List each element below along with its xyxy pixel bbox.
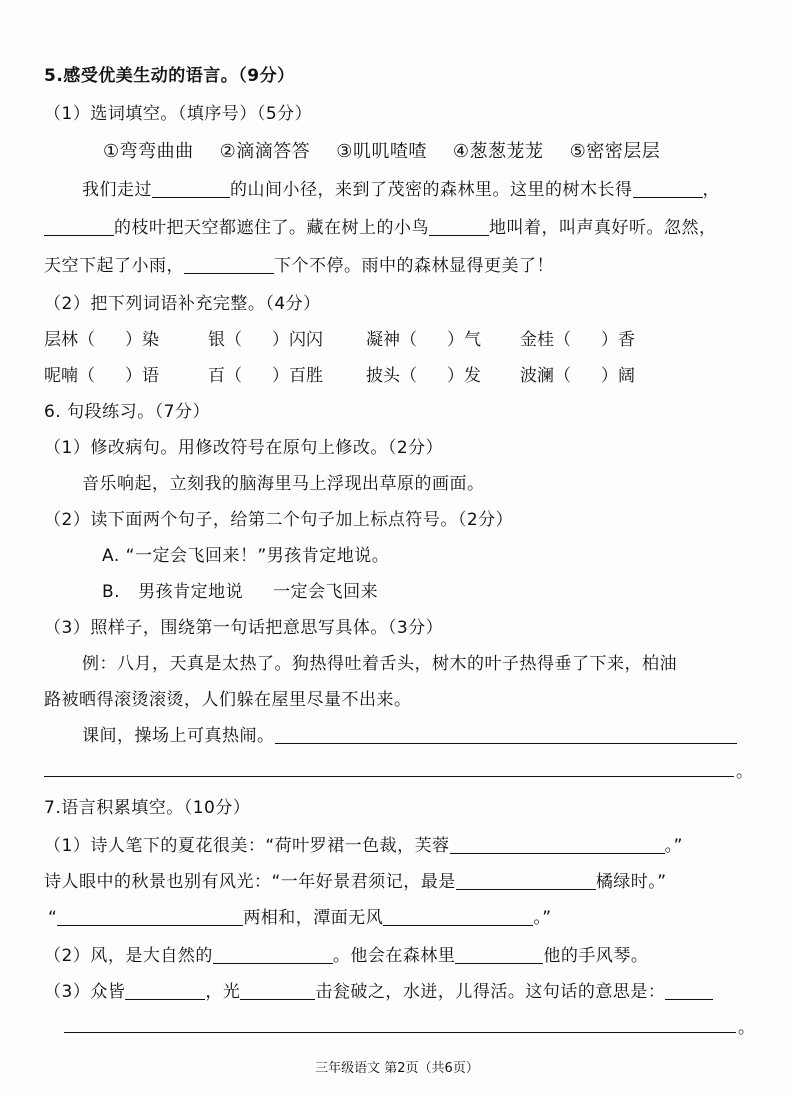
- idiom-prefix: 百（: [208, 366, 242, 386]
- q7-period: 。: [738, 1018, 756, 1038]
- text: 两相和，潭面无风: [243, 908, 384, 928]
- text: 课间，操场上可真热闹。: [82, 726, 275, 746]
- idiom-1: [44, 328, 159, 352]
- text: 。”: [533, 908, 552, 928]
- idiom-prefix: 银（: [208, 330, 242, 350]
- blank-5[interactable]: [184, 255, 274, 274]
- q7-title: 7.语言积累填空。（10分）: [44, 798, 251, 818]
- q6-part2-title: （2）读下面两个句子，给第二个句子加上标点符号。（2分）: [44, 510, 514, 530]
- answer-line-1[interactable]: [275, 725, 737, 744]
- text: “: [48, 908, 58, 928]
- idiom-suffix: ）阔: [601, 366, 635, 386]
- idiom-prefix: 波澜（: [520, 366, 571, 386]
- q7-line-1: [44, 834, 683, 858]
- q6-title: 6. 句段练习。（7分）: [44, 402, 210, 422]
- idiom-prefix: 凝神（: [366, 330, 417, 350]
- idiom-suffix: ）发: [447, 366, 481, 386]
- idiom-suffix: ）气: [447, 330, 481, 350]
- poem-blank-4[interactable]: [383, 907, 533, 926]
- answer-line-2[interactable]: [44, 776, 734, 777]
- q5-title: 5.感受优美生动的语言。（9分）: [44, 66, 295, 86]
- text: 天空下起了小雨，: [44, 256, 184, 276]
- poem-blank-3[interactable]: [57, 907, 243, 926]
- q6-part3-title: （3）照样子，围绕第一句话把意思写具体。（3分）: [44, 618, 444, 638]
- text: ，光: [205, 982, 241, 1002]
- idiom-suffix: ）语: [125, 366, 159, 386]
- poem-blank-1[interactable]: [450, 835, 665, 854]
- idiom-suffix: ）百胜: [272, 366, 323, 386]
- text: 的枝叶把天空都遮住了。藏在树上的小鸟: [114, 218, 429, 238]
- idiom-2: [208, 328, 323, 352]
- q6-example-line-1: 例：八月，天真是太热了。狗热得吐着舌头，树木的叶子热得垂了下来，柏油: [82, 654, 677, 674]
- text: 男孩肯定地说: [138, 582, 244, 602]
- q6-part1-title: （1）修改病句。用修改符号在原句上修改。（2分）: [44, 438, 444, 458]
- blank-story-2[interactable]: [240, 981, 315, 1000]
- option-1: ①弯弯曲曲: [103, 141, 194, 162]
- idiom-7: [366, 364, 481, 388]
- text: （1）诗人笔下的夏花很美：“荷叶罗裙一色裁，芙蓉: [44, 836, 450, 856]
- blank-meaning-1[interactable]: [665, 981, 713, 1000]
- q6-sentence-b: [102, 580, 378, 604]
- text: 。”: [664, 836, 683, 856]
- blank-wind-1[interactable]: [213, 945, 333, 964]
- idiom-prefix: 层林（: [44, 330, 95, 350]
- option-5: ⑤密密层层: [569, 141, 661, 162]
- idiom-8: [520, 364, 635, 388]
- idiom-6: [208, 364, 323, 388]
- idiom-prefix: 披头（: [366, 366, 417, 386]
- q5-paragraph-line-2: [44, 216, 717, 240]
- answer-line-meaning[interactable]: [64, 1032, 736, 1033]
- q5-paragraph-line-3: [44, 254, 554, 278]
- text: 的山间小径，来到了茂密的森林里。这里的树木长得: [230, 180, 633, 200]
- q6-example-line-2: 路被晒得滚烫滚烫，人们躲在屋里尽量不出来。: [44, 690, 412, 710]
- q5-paragraph-line-1: [82, 178, 720, 202]
- text: （3）众皆: [44, 982, 126, 1002]
- q5-part1-title: （1）选词填空。（填序号）（5分）: [44, 104, 313, 124]
- text: 地叫着，叫声真好听。忽然，: [489, 218, 717, 238]
- idiom-suffix: ）闪闪: [272, 330, 323, 350]
- page-footer: 三年级语文 第2页（共6页）: [315, 1061, 479, 1076]
- text: 下个不停。雨中的森林显得更美了！: [274, 256, 554, 276]
- option-2: ②滴滴答答: [219, 141, 311, 162]
- idiom-3: [366, 328, 481, 352]
- blank-wind-2[interactable]: [455, 945, 543, 964]
- blank-2[interactable]: [633, 179, 703, 198]
- q6-period: 。: [736, 762, 754, 782]
- option-3: ③叽叽喳喳: [336, 141, 427, 162]
- text: 诗人眼中的秋景也别有风光：“一年好景君须记，最是: [44, 872, 456, 892]
- idiom-4: [520, 328, 635, 352]
- text: ，: [702, 180, 720, 200]
- q7-line-5: [44, 980, 713, 1004]
- q7-line-4: [44, 944, 648, 968]
- idiom-prefix: 金桂（: [520, 330, 571, 350]
- text: （2）风，是大自然的: [44, 946, 213, 966]
- word-options: [103, 140, 686, 164]
- blank-story-1[interactable]: [125, 981, 205, 1000]
- text: 击瓮破之，水迸，儿得活。这句话的意思是：: [315, 982, 666, 1002]
- q6-sick-sentence: 音乐响起，立刻我的脑海里马上浮现出草原的画面。: [82, 474, 485, 494]
- idiom-suffix: ）香: [601, 330, 635, 350]
- poem-blank-2[interactable]: [456, 871, 596, 890]
- text: 他的手风琴。: [543, 946, 649, 966]
- option-4: ④葱葱茏茏: [452, 141, 544, 162]
- q6-prompt: [82, 724, 737, 748]
- label: B.: [102, 582, 121, 602]
- blank-3[interactable]: [44, 217, 114, 236]
- idiom-prefix: 呢喃（: [44, 366, 95, 386]
- idiom-suffix: ）染: [125, 330, 159, 350]
- q7-line-2: [44, 870, 667, 894]
- q7-line-3: [48, 906, 552, 930]
- blank-4[interactable]: [429, 217, 489, 236]
- text: 一定会飞回来: [273, 582, 379, 602]
- text: 橘绿时。”: [595, 872, 667, 892]
- text: 我们走过: [82, 180, 152, 200]
- idiom-5: [44, 364, 159, 388]
- q6-sentence-a: A. “一定会飞回来！”男孩肯定地说。: [102, 546, 390, 566]
- text: 。他会在森林里: [332, 946, 456, 966]
- blank-1[interactable]: [152, 179, 230, 198]
- q5-part2-title: （2）把下列词语补充完整。（4分）: [44, 294, 321, 314]
